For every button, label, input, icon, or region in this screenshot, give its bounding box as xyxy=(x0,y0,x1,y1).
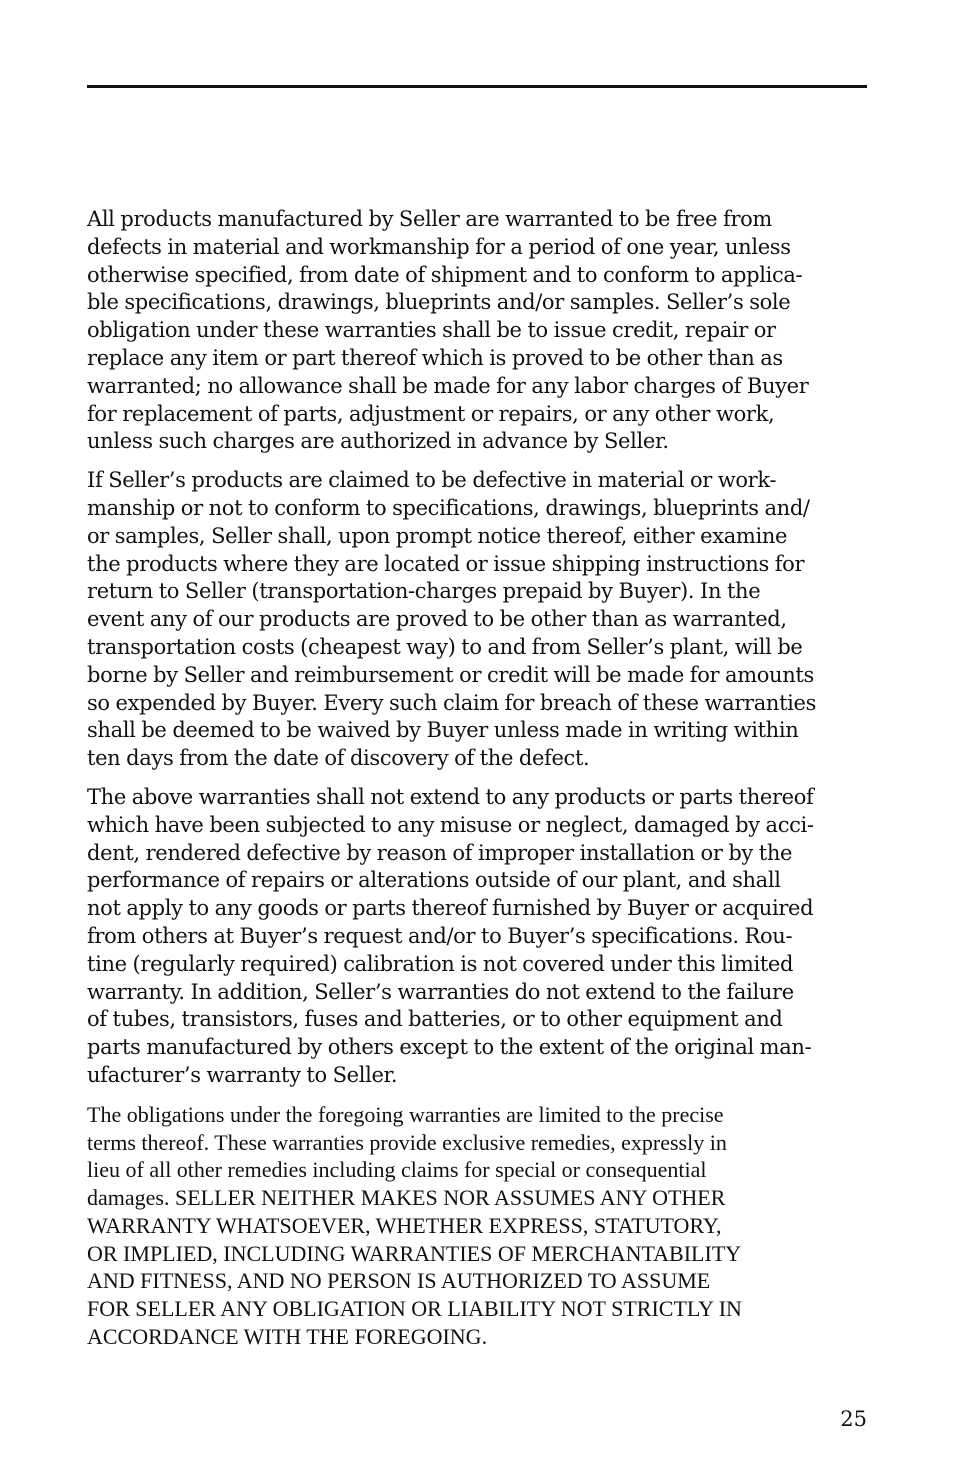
text-line: ufacturer’s warranty to Seller. xyxy=(87,1062,398,1087)
text-line: event any of our products are proved to be other than as warranted, xyxy=(87,607,787,632)
text-line: so expended by Buyer. Every such claim for breach of these warranties xyxy=(87,690,817,715)
text-line: shall be deemed to be waived by Buyer unless made in writing within xyxy=(87,718,799,743)
text-line: parts manufactured by others except to the extent of the original man- xyxy=(87,1035,812,1060)
paragraph-exclusions xyxy=(87,784,867,1090)
text-line: warranty. In addition, Seller’s warranties do not extend to the failure xyxy=(87,979,794,1004)
text-line: unless such charges are authorized in advance by Seller. xyxy=(87,429,669,454)
text-line: ten days from the date of discovery of the defect. xyxy=(87,746,590,771)
text-line: All products manufactured by Seller are warranted to be free from xyxy=(87,207,772,231)
text-line: borne by Seller and reimbursement or credit will be made for amounts xyxy=(87,662,814,687)
text-line: manship or not to conform to specifications, drawings, blueprints and/ xyxy=(87,495,810,520)
text-line: AND FITNESS, AND NO PERSON IS AUTHORIZED TO ASSUME xyxy=(87,1268,711,1294)
text-line: dent, rendered defective by reason of improper installation or by the xyxy=(87,840,793,865)
text-line: ACCORDANCE WITH THE FOREGOING. xyxy=(87,1324,488,1350)
text-line: terms thereof. These warranties provide exclusive remedies, expressly in xyxy=(87,1129,727,1155)
text-line: FOR SELLER ANY OBLIGATION OR LIABILITY NOT STRICTLY IN xyxy=(87,1296,742,1322)
paragraph-warranty-scope xyxy=(87,206,867,456)
text-line: lieu of all other remedies including claims for special or consequential xyxy=(87,1157,707,1183)
text-line: WARRANTY WHATSOEVER, WHETHER EXPRESS, STATUTORY, xyxy=(87,1212,722,1238)
header-rule xyxy=(87,85,867,88)
text-line: replace any item or part thereof which is proved to be other than as xyxy=(87,345,783,370)
text-line: which have been subjected to any misuse or neglect, damaged by acci- xyxy=(87,812,814,837)
text-line: damages. SELLER NEITHER MAKES NOR ASSUMES ANY OTHER xyxy=(87,1185,726,1211)
text-line: for replacement of parts, adjustment or repairs, or any other work, xyxy=(87,401,775,426)
text-line: If Seller’s products are claimed to be defective in material or work- xyxy=(87,468,777,493)
text-line: otherwise specified, from date of shipment and to conform to applica- xyxy=(87,262,803,287)
text-line: tine (regularly required) calibration is not covered under this limited xyxy=(87,951,794,976)
paragraph-limitations xyxy=(87,1101,867,1351)
text-line: warranted; no allowance shall be made for any labor charges of Buyer xyxy=(87,373,809,398)
text-line: defects in material and workmanship for a period of one year, unless xyxy=(87,234,791,259)
text-line: the products where they are located or issue shipping instructions for xyxy=(87,551,805,576)
page-number: 25 xyxy=(840,1407,867,1431)
text-line: performance of repairs or alterations outside of our plant, and shall xyxy=(87,868,781,893)
paragraph-defect-claims xyxy=(87,467,867,773)
text-line: obligation under these warranties shall be to issue credit, repair or xyxy=(87,318,776,343)
text-line: or samples, Seller shall, upon prompt notice thereof, either examine xyxy=(87,523,788,548)
text-line: The obligations under the foregoing warranties are limited to the precise xyxy=(87,1101,724,1127)
warranty-text xyxy=(87,206,867,1362)
text-line: The above warranties shall not extend to any products or parts thereof xyxy=(87,784,814,809)
text-line: OR IMPLIED, INCLUDING WARRANTIES OF MERCHANTABILITY xyxy=(87,1240,742,1266)
text-line: ble specifications, drawings, blueprints and/or samples. Seller’s sole xyxy=(87,290,791,315)
text-line: of tubes, transistors, fuses and batteries, or to other equipment and xyxy=(87,1007,783,1032)
text-line: not apply to any goods or parts thereof furnished by Buyer or acquired xyxy=(87,896,814,921)
text-line: return to Seller (transportation-charges prepaid by Buyer). In the xyxy=(87,579,761,604)
text-line: transportation costs (cheapest way) to and from Seller’s plant, will be xyxy=(87,634,803,659)
text-line: from others at Buyer’s request and/or to Buyer’s specifications. Rou- xyxy=(87,923,793,948)
